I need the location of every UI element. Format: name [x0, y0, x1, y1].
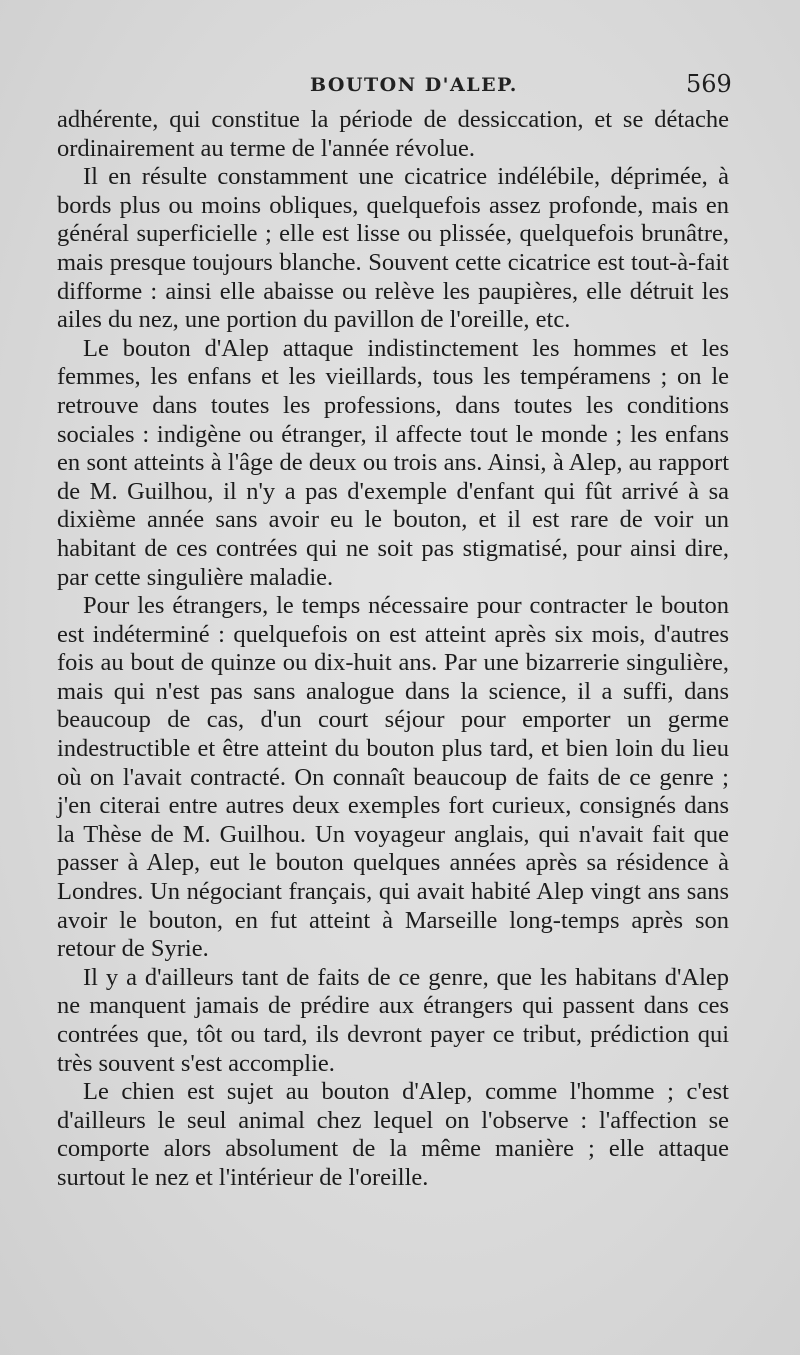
- paragraph-continuation: adhérente, qui constitue la période de dessiccation, et se détache ordinairement au terme de l'année révolue.: [57, 106, 729, 162]
- paragraph-cicatrice: Il en résulte constamment une cicatrice indélébile, déprimée, à bords plus ou moins obliques, quelquefois assez profonde, mais en général superficielle ; elle est lisse ou plissée, quelquefois brunâtre, mais presque toujours blanche. Souvent cette cicatrice est tout-à-fait difforme : ainsi elle abaisse ou relève les paupières, elle détruit les ailes du nez, une portion du pavillon de l'oreille, etc.: [57, 163, 729, 334]
- page-number: 569: [686, 70, 732, 98]
- paragraph-etrangers: Pour les étrangers, le temps nécessaire pour contracter le bouton est indéterminé : quelquefois on est atteint après six mois, d'autres fois au bout de quinze ou dix-huit ans. Par une bizarrerie singulière, mais qui n'est pas sans analogue dans la science, il a suffi, dans beaucoup de cas, d'un court séjour pour emporter un germe indestructible et être atteint du bouton plus tard, et bien loin du lieu où on l'avait contracté. On connaît beaucoup de faits de ce genre ; j'en citerai entre autres deux exemples fort curieux, consignés dans la Thèse de M. Guilhou. Un voyageur anglais, qui n'avait fait que passer à Alep, eut le bouton quelques années après sa résidence à Londres. Un négociant français, qui avait habité Alep vingt ans sans avoir le bouton, en fut atteint à Marseille long-temps après son retour de Syrie.: [57, 592, 729, 963]
- body-text: [57, 106, 729, 1193]
- page-header: [0, 70, 800, 104]
- paragraph-chien: Le chien est sujet au bouton d'Alep, comme l'homme ; c'est d'ailleurs le seul animal chez lequel on l'observe : l'affection se comporte alors absolument de la même manière ; elle attaque surtout le nez et l'intérieur de l'oreille.: [57, 1078, 729, 1191]
- paragraph-attaque: Le bouton d'Alep attaque indistinctement les hommes et les femmes, les enfans et les vieillards, tous les tempéramens ; on le retrouve dans toutes les professions, dans toutes les conditions sociales : indigène ou étranger, il affecte tout le monde ; les enfans en sont atteints à l'âge de deux ou trois ans. Ainsi, à Alep, au rapport de M. Guilhou, il n'y a pas d'exemple d'enfant qui fût arrivé à sa dixième année sans avoir eu le bouton, et il est rare de voir un habitant de ces contrées qui ne soit pas stigmatisé, pour ainsi dire, par cette singulière maladie.: [57, 334, 729, 591]
- running-title: BOUTON D'ALEP.: [310, 74, 518, 96]
- paragraph-prediction: Il y a d'ailleurs tant de faits de ce genre, que les habitans d'Alep ne manquent jamais de prédire aux étrangers qui passent dans ces contrées que, tôt ou tard, ils devront payer ce tribut, prédiction qui très souvent s'est accomplie.: [57, 963, 729, 1077]
